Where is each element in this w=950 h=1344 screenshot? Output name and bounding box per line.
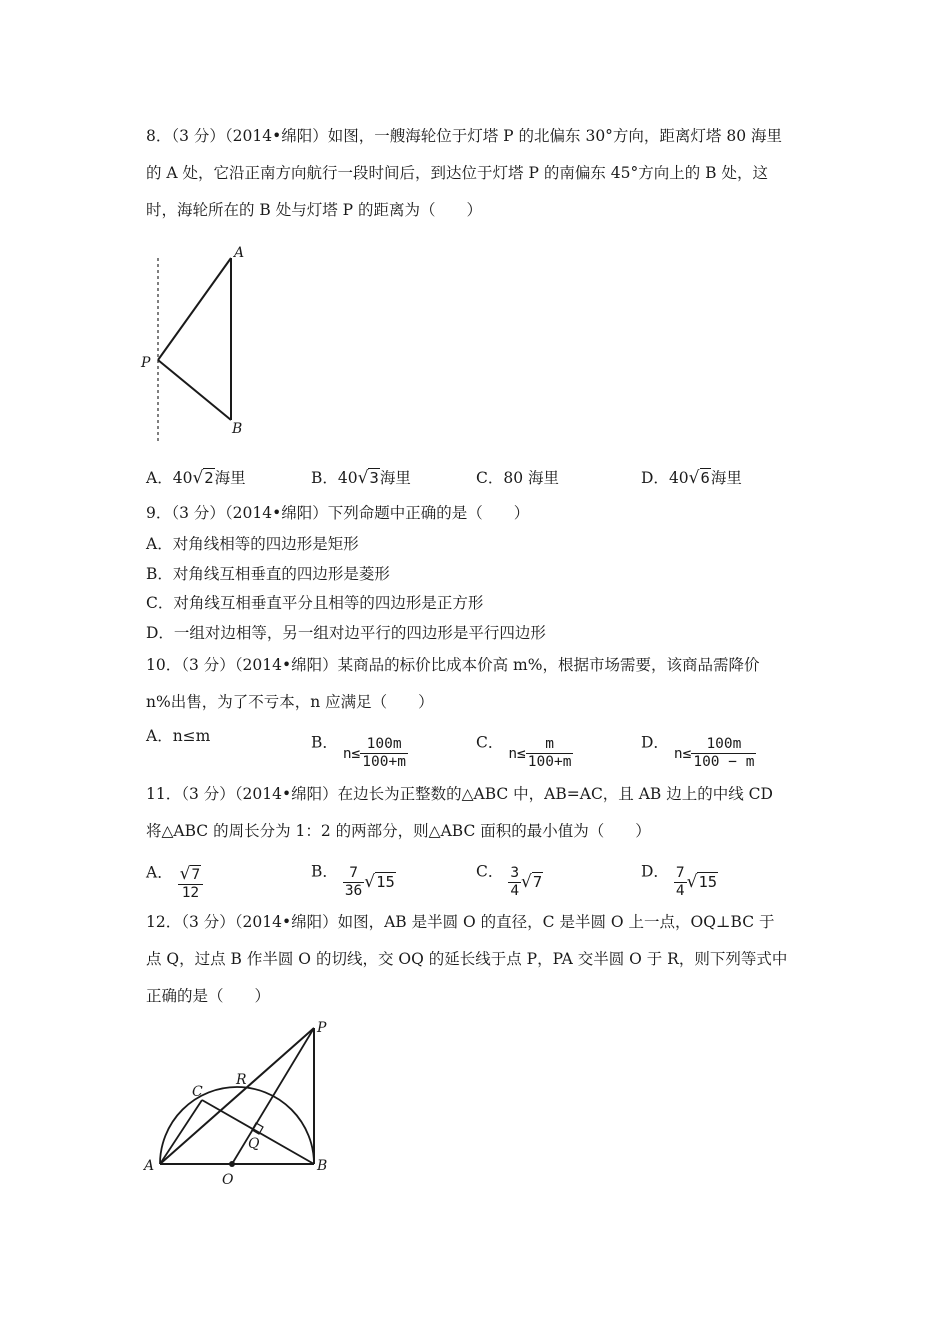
q9-option-A[interactable]: A．对角线相等的四边形是矩形 xyxy=(146,535,359,553)
q11-option-A[interactable] xyxy=(146,855,203,901)
segment-OP xyxy=(232,1028,314,1164)
label-C: C xyxy=(192,1084,203,1100)
q8-figure xyxy=(135,240,255,450)
radicand: 15 xyxy=(698,872,718,891)
q9-option-B[interactable]: B．对角线互相垂直的四边形是菱形 xyxy=(146,565,390,583)
denominator: 4 xyxy=(675,883,685,899)
label-Q: Q xyxy=(248,1136,260,1152)
option-unit: 海里 xyxy=(379,469,411,487)
label-P: P xyxy=(317,1020,327,1036)
label-O: O xyxy=(222,1172,234,1188)
numerator: 100m xyxy=(360,736,408,754)
q11-option-C[interactable] xyxy=(476,855,543,899)
numerator: 7 xyxy=(343,865,364,883)
q10-option-B[interactable] xyxy=(311,726,408,770)
label-R: R xyxy=(236,1072,247,1088)
segment-PB xyxy=(158,360,231,420)
q10-option-A[interactable] xyxy=(146,726,210,746)
numerator: m xyxy=(526,736,574,754)
denominator: 100 − m xyxy=(693,754,755,770)
option-letter: C． xyxy=(476,469,504,487)
option-letter: D． xyxy=(641,469,669,487)
option-letter: D． xyxy=(641,862,669,881)
option-letter: B． xyxy=(311,733,338,752)
q11-option-B[interactable] xyxy=(311,855,396,899)
option-coef: 40 xyxy=(172,469,193,487)
option-text: 80 海里 xyxy=(503,469,560,487)
fraction xyxy=(508,865,521,900)
q8-stem-line1: 8．（3 分）（2014•绵阳）如图，一艘海轮位于灯塔 P 的北偏东 30°方向，距离灯塔 80 海里 xyxy=(146,127,783,145)
option-radicand: 3 xyxy=(369,469,379,487)
q10-stem-line1: 10．（3 分）（2014•绵阳）某商品的标价比成本价高 m%，根据市场需要，该商品需降价 xyxy=(146,656,760,674)
segment-PA xyxy=(158,258,231,360)
q8-option-B[interactable] xyxy=(311,468,411,488)
segment-CB xyxy=(202,1100,314,1164)
denominator: 12 xyxy=(181,885,200,901)
sqrt-icon: √ xyxy=(521,871,532,892)
option-radicand: 2 xyxy=(204,469,214,487)
fraction xyxy=(691,736,756,771)
q11-option-D[interactable] xyxy=(641,855,718,899)
option-letter: B． xyxy=(311,469,338,487)
option-letter: D． xyxy=(641,733,669,752)
label-A: A xyxy=(144,1158,155,1174)
radicand: 15 xyxy=(376,872,395,891)
option-letter: A． xyxy=(146,863,173,882)
label-A: A xyxy=(234,245,245,261)
option-prefix: n≤ xyxy=(508,745,526,762)
radicand: 7 xyxy=(532,872,543,891)
fraction xyxy=(360,736,408,771)
option-coef: 40 xyxy=(668,469,689,487)
numerator: 100m xyxy=(691,736,756,754)
sqrt-icon: √ xyxy=(686,871,698,892)
option-letter: C． xyxy=(476,862,504,881)
option-unit: 海里 xyxy=(710,469,742,487)
fraction xyxy=(178,865,204,902)
option-prefix: n≤ xyxy=(342,745,361,762)
fraction xyxy=(343,865,364,900)
q12-stem-line3: 正确的是（ ） xyxy=(146,987,271,1005)
sqrt-icon: √ xyxy=(364,871,376,892)
q9-stem: 9．（3 分）（2014•绵阳）下列命题中正确的是（ ） xyxy=(146,504,530,522)
sqrt-icon: √ xyxy=(192,468,204,488)
q12-stem-line2: 点 Q，过点 B 作半圆 O 的切线，交 OQ 的延长线于点 P，PA 交半圆 O 于 R，则下列等式中 xyxy=(146,950,788,968)
option-prefix: n≤ xyxy=(673,745,692,762)
fraction xyxy=(526,736,574,771)
q9-option-C[interactable]: C．对角线互相垂直平分且相等的四边形是正方形 xyxy=(146,594,484,612)
q9-option-D[interactable]: D．一组对边相等，另一组对边平行的四边形是平行四边形 xyxy=(146,624,546,642)
label-B: B xyxy=(232,421,243,437)
option-coef: 40 xyxy=(337,469,358,487)
q12-stem-line1: 12．（3 分）（2014•绵阳）如图，AB 是半圆 O 的直径，C 是半圆 O 上一点，OQ⊥BC 于 xyxy=(146,913,775,931)
sqrt-icon: √ xyxy=(688,468,700,488)
option-letter: A． xyxy=(146,727,173,745)
denominator: 100+m xyxy=(527,754,572,770)
q8-stem-line2: 的 A 处，它沿正南方向航行一段时间后，到达位于灯塔 P 的南偏东 45°方向上的 B 处，这 xyxy=(146,164,768,182)
q8-stem-line3: 时，海轮所在的 B 处与灯塔 P 的距离为（ ） xyxy=(146,201,483,219)
fraction xyxy=(674,865,687,900)
q8-option-A[interactable] xyxy=(146,468,246,488)
denominator: 100+m xyxy=(362,754,406,770)
option-letter: A． xyxy=(146,469,173,487)
option-letter: C． xyxy=(476,733,504,752)
center-point-O xyxy=(229,1161,235,1167)
numerator: 7 xyxy=(675,865,685,881)
q8-option-D[interactable] xyxy=(641,468,742,488)
q11-stem-line2: 将△ABC 的周长分为 1：2 的两部分，则△ABC 面积的最小值为（ ） xyxy=(146,822,651,840)
segment-PA xyxy=(160,1028,314,1164)
q10-option-C[interactable] xyxy=(476,726,573,770)
option-unit: 海里 xyxy=(214,469,246,487)
option-text: n≤m xyxy=(172,727,211,745)
numerator: 3 xyxy=(510,865,520,881)
sqrt-icon: √ xyxy=(179,864,191,884)
option-letter: B． xyxy=(311,862,338,881)
q10-option-D[interactable] xyxy=(641,726,756,770)
label-P: P xyxy=(141,355,151,371)
radicand: 7 xyxy=(191,867,201,883)
q8-option-C[interactable] xyxy=(476,468,559,488)
denominator: 4 xyxy=(510,883,520,899)
q10-stem-line2: n%出售，为了不亏本，n 应满足（ ） xyxy=(146,693,434,711)
semicircle-arc xyxy=(160,1087,314,1164)
q11-stem-line1: 11．（3 分）（2014•绵阳）在边长为正整数的△ABC 中，AB=AC，且 AB 边上的中线 CD xyxy=(146,785,773,803)
q12-figure xyxy=(140,1018,340,1190)
option-radicand: 6 xyxy=(700,469,710,487)
denominator: 36 xyxy=(344,883,363,899)
label-B: B xyxy=(317,1158,328,1174)
numerator xyxy=(178,865,204,885)
sqrt-icon: √ xyxy=(357,468,369,488)
